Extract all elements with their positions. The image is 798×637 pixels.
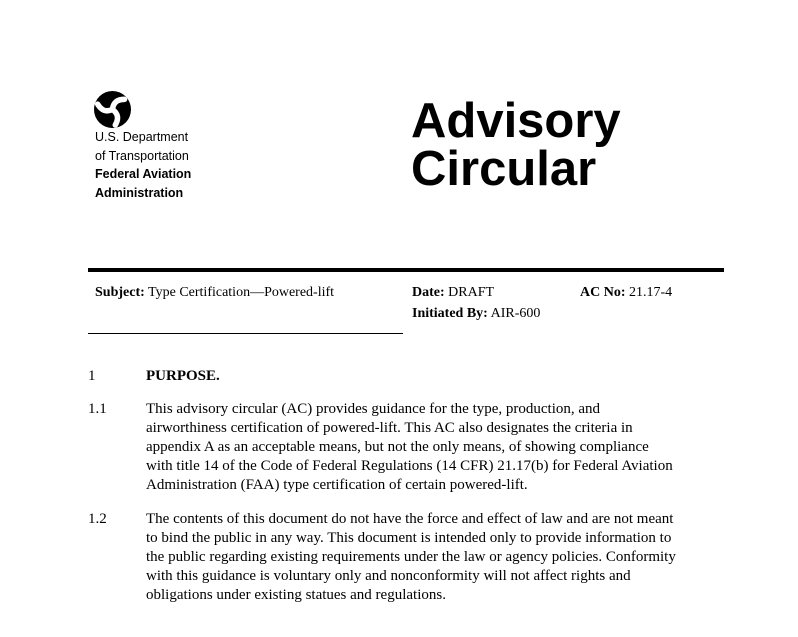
agency-line: of Transportation — [95, 148, 189, 163]
paragraph-1-1 — [146, 400, 673, 495]
subject-field — [95, 282, 334, 303]
date-field — [412, 282, 494, 303]
paragraph-line: with title 14 of the Code of Federal Regulations (14 CFR) 21.17(b) for Federal Aviation — [146, 458, 673, 474]
subject-underline — [88, 333, 403, 334]
title-line-2: Circular — [411, 142, 597, 196]
subject-value: Type Certification—Powered-lift — [148, 285, 335, 300]
header-divider — [88, 268, 724, 272]
title-line-1: Advisory — [411, 94, 621, 148]
paragraph-number: 1.1 — [88, 401, 107, 417]
paragraph-1-2 — [146, 510, 676, 605]
agency-line-bold: Federal Aviation — [95, 167, 192, 181]
paragraph-line: This advisory circular (AC) provides guidance for the type, production, and — [146, 401, 601, 417]
agency-block — [95, 128, 191, 202]
initiated-by-value: AIR-600 — [490, 306, 541, 321]
initiated-by-field — [412, 303, 540, 324]
paragraph-number: 1.2 — [88, 511, 107, 527]
paragraph-line: with this guidance is voluntary only and nonconformity will not affect rights and — [146, 568, 631, 584]
initiated-by-label: Initiated By: — [412, 306, 488, 321]
paragraph-line: to bind the public in any way. This document is intended only to provide information to — [146, 530, 672, 546]
paragraph-line: airworthiness certification of powered-lift. This AC also designates the criteria in — [146, 420, 633, 436]
dot-logo-icon — [94, 91, 131, 128]
section-number: 1 — [88, 368, 96, 384]
paragraph-line: the public regarding existing requirements under the law or agency policies. Conformity — [146, 549, 676, 565]
paragraph-line: appendix A as an acceptable means, but not the only means, of showing compliance — [146, 439, 649, 455]
section-heading: PURPOSE. — [146, 368, 220, 384]
ac-number-label: AC No: — [580, 285, 626, 300]
agency-line: U.S. Department — [95, 130, 189, 144]
paragraph-line: The contents of this document do not have the force and effect of law and are not meant — [146, 511, 674, 527]
date-label: Date: — [412, 285, 445, 300]
paragraph-line: obligations under existing statues and regulations. — [146, 587, 446, 603]
ac-number-value: 21.17-4 — [629, 285, 673, 300]
paragraph-line: Administration (FAA) type certification of certain powered-lift. — [146, 477, 528, 493]
subject-label: Subject: — [95, 285, 145, 300]
agency-line-bold: Administration — [95, 185, 184, 200]
date-value: DRAFT — [448, 285, 495, 300]
ac-number-field — [580, 282, 672, 303]
document-title — [411, 94, 621, 196]
